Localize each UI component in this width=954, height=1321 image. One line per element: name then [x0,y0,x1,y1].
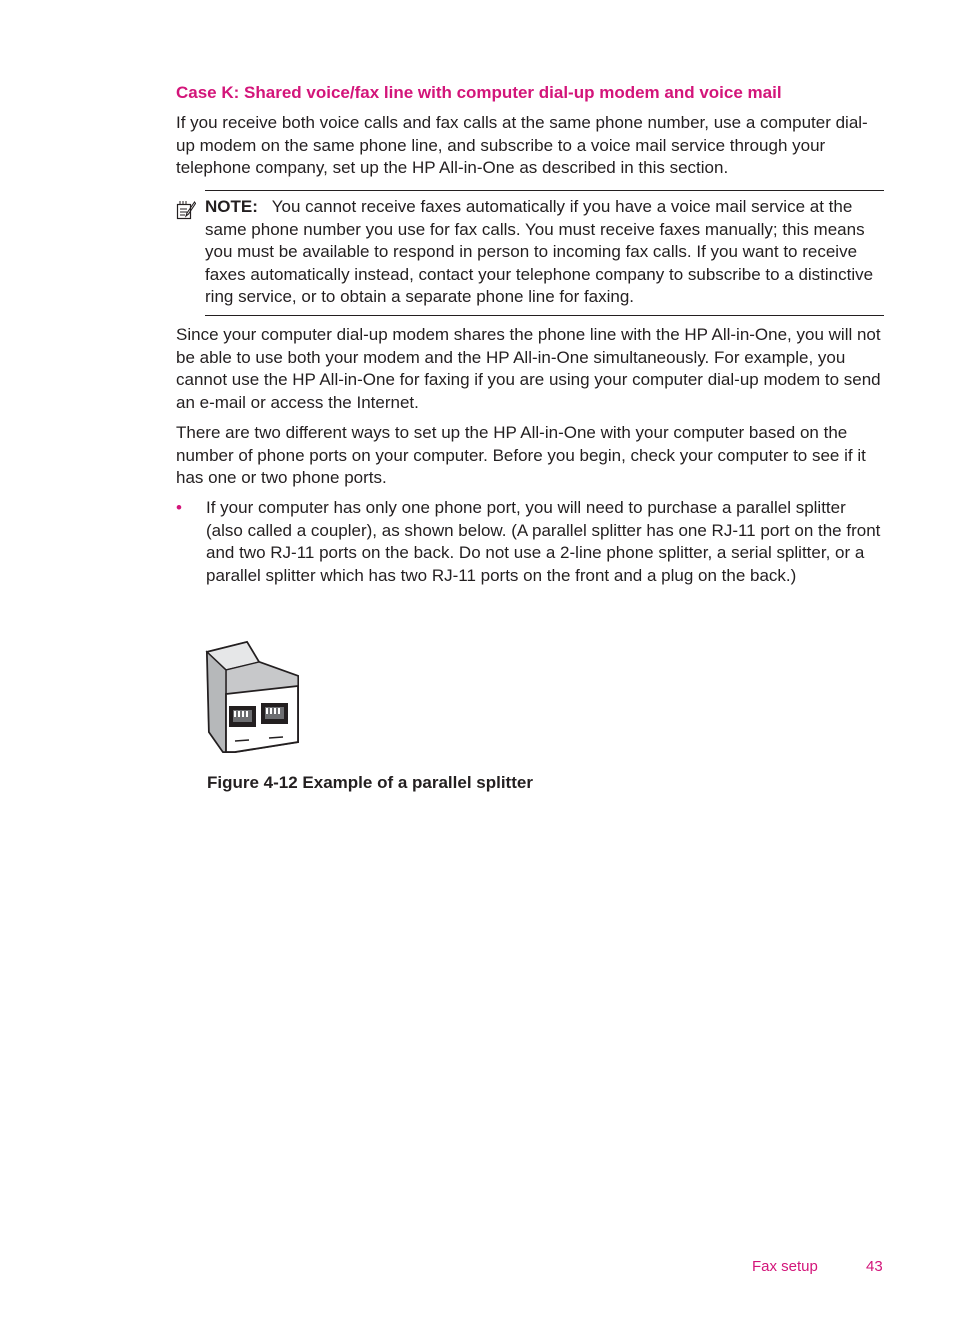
section-heading: Case K: Shared voice/fax line with computer dial-up modem and voice mail [176,83,782,102]
list-item-text: If your computer has only one phone port, you will need to purchase a parallel splitter (also called a coupler), as shown below. (A parallel splitter has one RJ-11 port on the front and two RJ-11 ports on the back. Do not use a 2-line phone splitter, a serial splitter, or a parallel splitter which has two RJ-11 ports on the front and a plug on the back.) [206,498,881,585]
footer-section-title: Fax setup [752,1258,818,1275]
bullet-mark: • [176,498,182,517]
two-ways-paragraph: There are two different ways to set up the HP All-in-One with your computer based on the number of phone ports on your computer. Before you begin, check your computer to see if it has one or two phone ports. [176,423,866,487]
note-bottom-rule [205,315,884,316]
note-top-rule [205,190,884,191]
figure-caption: Figure 4-12 Example of a parallel splitter [207,773,533,792]
note-text [205,196,884,309]
note-body: You cannot receive faxes automatically if you have a voice mail service at the same phone number you use for fax calls. You must receive faxes manually; this means you must be available to respond in person to incoming fax calls. If you want to receive faxes automatically instead, contact your telephone company to subscribe to a distinctive ring service, or to obtain a separate phone line for faxing. [205,197,874,306]
shared-modem-paragraph: Since your computer dial-up modem shares the phone line with the HP All-in-One, you will not be able to use both your modem and the HP All-in-One simultaneously. For example, you cannot use the HP All-in-One for faxing if you are using your computer dial-up modem to send an e-mail or access the Internet. [176,325,881,412]
page-number: 43 [866,1258,883,1275]
note-label: NOTE: [205,197,258,216]
note-icon [176,200,196,220]
intro-paragraph: If you receive both voice calls and fax calls at the same phone number, use a computer dial-up modem on the same phone line, and subscribe to a voice mail service through your telephone company, set up the HP All-in-One as described in this section. [176,113,868,177]
parallel-splitter-illustration [203,640,303,756]
bullet-list [176,497,886,587]
note-box [176,190,884,316]
list-item [176,497,886,587]
